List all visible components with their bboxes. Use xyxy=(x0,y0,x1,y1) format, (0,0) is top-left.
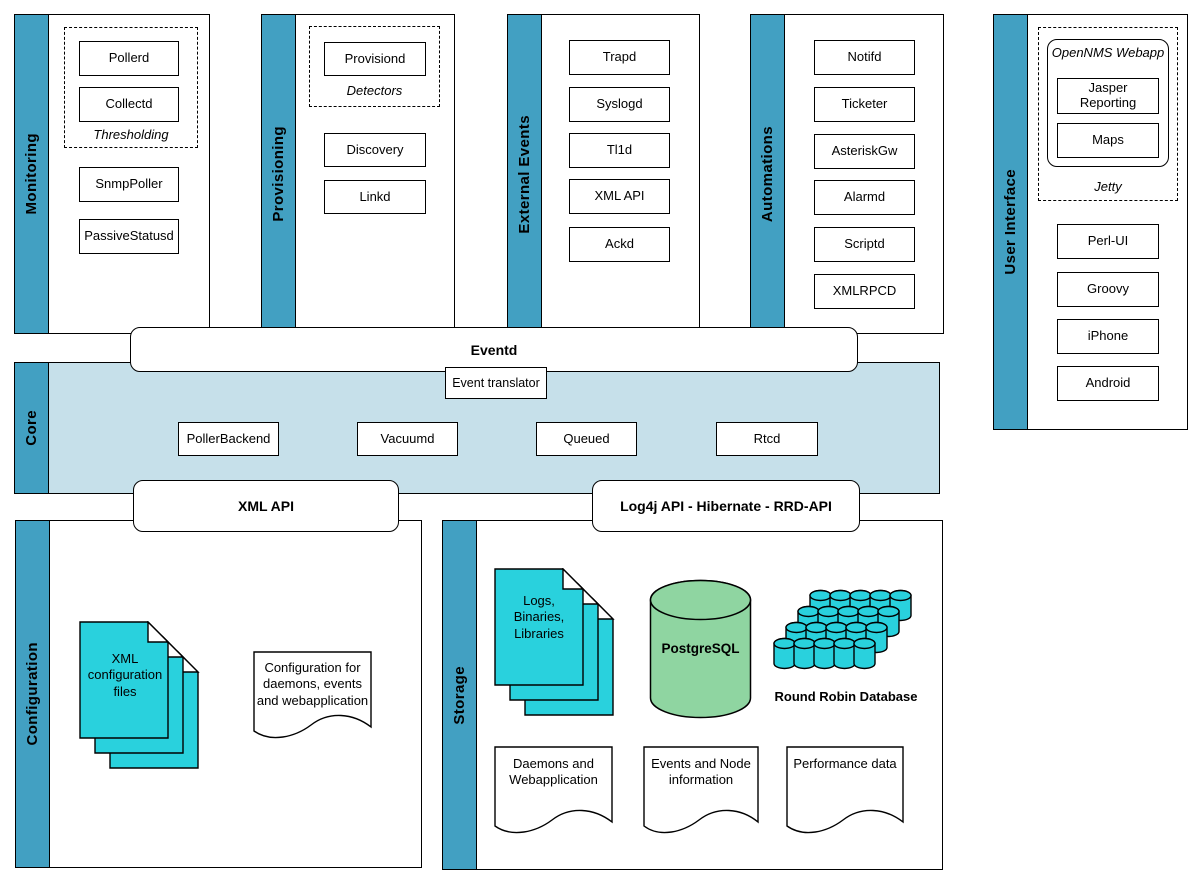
section-monitoring xyxy=(14,14,210,334)
jetty-label: Jetty xyxy=(1094,179,1122,194)
box-groovy: Groovy xyxy=(1057,272,1159,307)
box-pollerd: Pollerd xyxy=(79,41,179,76)
box-perl-ui: Perl-UI xyxy=(1057,224,1159,259)
monitoring-title: Monitoring xyxy=(23,133,40,215)
xml-config-files-label: XML configuration files xyxy=(87,651,163,699)
box-provisiond: Provisiond xyxy=(324,42,426,76)
storage-sidebar xyxy=(443,521,477,869)
configuration-sidebar xyxy=(16,521,50,867)
automations-sidebar xyxy=(751,15,785,333)
box-asteriskgw: AsteriskGw xyxy=(814,134,915,169)
section-user-interface xyxy=(993,14,1188,430)
box-passivestatusd: PassiveStatusd xyxy=(79,219,179,254)
user-interface-sidebar xyxy=(994,15,1028,429)
detectors-label: Detectors xyxy=(346,83,403,98)
box-rtcd: Rtcd xyxy=(716,422,818,456)
events-document-label: Events and Node information xyxy=(651,756,751,788)
automations-title: Automations xyxy=(759,125,776,223)
box-linkd: Linkd xyxy=(324,180,426,214)
section-provisioning xyxy=(261,14,455,334)
opennms-webapp-label: OpenNMS Webapp xyxy=(1051,45,1165,60)
core-title: Core xyxy=(23,410,40,446)
box-android: Android xyxy=(1057,366,1159,401)
box-discovery: Discovery xyxy=(324,133,426,167)
box-trapd: Trapd xyxy=(569,40,670,75)
xml-api-bar: XML API xyxy=(133,480,399,532)
box-jasper-reporting: Jasper Reporting xyxy=(1057,78,1159,114)
thresholding-label: Thresholding xyxy=(93,127,169,142)
storage-title: Storage xyxy=(451,665,468,725)
box-snmppoller: SnmpPoller xyxy=(79,167,179,202)
box-tl1d: Tl1d xyxy=(569,133,670,168)
logs-binaries-libraries-label: Logs, Binaries, Libraries xyxy=(513,593,565,641)
section-automations xyxy=(750,14,944,334)
log4j-hibernate-rrd-api-bar: Log4j API - Hibernate - RRD-API xyxy=(592,480,860,532)
box-pollerbackend: PollerBackend xyxy=(178,422,279,456)
user-interface-title: User Interface xyxy=(1002,169,1019,275)
external-events-title: External Events xyxy=(516,114,533,234)
box-event-translator: Event translator xyxy=(445,367,547,399)
rrd-cluster-icon xyxy=(773,589,915,673)
logs-document-stack-icon xyxy=(494,568,619,720)
box-scriptd: Scriptd xyxy=(814,227,915,262)
box-xmlrpcd: XMLRPCD xyxy=(814,274,915,309)
postgresql-label: PostgreSQL xyxy=(661,641,740,656)
provisioning-title: Provisioning xyxy=(270,126,287,222)
box-collectd: Collectd xyxy=(79,87,179,122)
box-ackd: Ackd xyxy=(569,227,670,262)
daemons-document-label: Daemons and Webapplication xyxy=(509,756,598,788)
box-queued: Queued xyxy=(536,422,637,456)
external-events-sidebar xyxy=(508,15,542,333)
eventd-bar: Eventd xyxy=(130,327,858,372)
provisioning-sidebar xyxy=(262,15,296,333)
box-vacuumd: Vacuumd xyxy=(357,422,458,456)
box-maps: Maps xyxy=(1057,123,1159,158)
box-alarmd: Alarmd xyxy=(814,180,915,215)
config-document-label: Configuration for daemons, events and webapplication xyxy=(256,660,369,708)
box-notifd: Notifd xyxy=(814,40,915,75)
monitoring-sidebar xyxy=(15,15,49,333)
section-storage xyxy=(442,520,943,870)
core-sidebar xyxy=(15,363,49,493)
section-configuration xyxy=(15,520,422,868)
box-xml-api-daemon: XML API xyxy=(569,179,670,214)
box-syslogd: Syslogd xyxy=(569,87,670,122)
configuration-title: Configuration xyxy=(24,642,41,746)
performance-document-label: Performance data xyxy=(793,756,897,771)
box-iphone: iPhone xyxy=(1057,319,1159,354)
box-ticketer: Ticketer xyxy=(814,87,915,122)
section-external-events xyxy=(507,14,700,334)
round-robin-database-label: Round Robin Database xyxy=(774,689,918,704)
